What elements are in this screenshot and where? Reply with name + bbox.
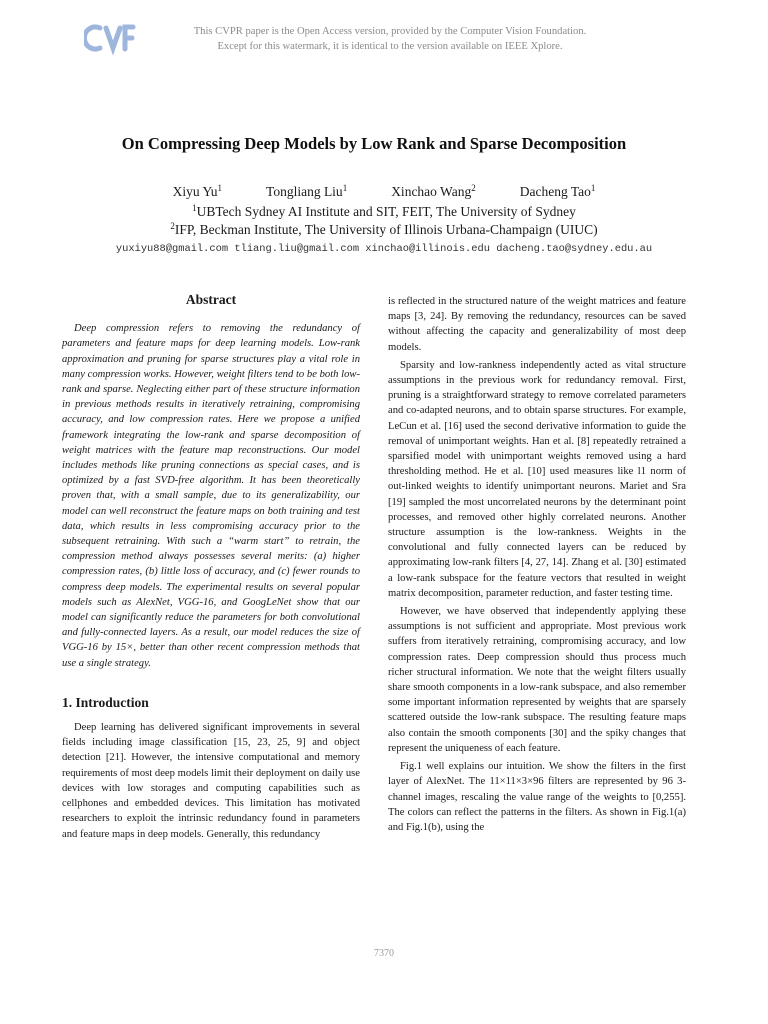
abstract-text: Deep compression refers to removing the redundancy of parameters and feature maps for deep learning models. Low-rank approximation and pruning for sparse structures play a vital role in many compression works. However, weight filters tend to be both low-rank and sparse. Neglecting either part of these structure information in previous methods results in iteratively retraining, compromising accuracy, and low compression rates. Here we propose a unified framework integrating the low-rank and sparse decomposition of weight matrices with the feature map reconstructions. Our model includes methods like pruning connections as special cases, and is optimized by a fast SVD-free algorithm. It has been theoretically proven that, with a small sample, due to its generalizability, our model can well reconstruct the feature maps on both training and test data, which results in less compromising accuracy prior to the subsequent retraining. With such a “warm start” to retrain, the compression method always possesses several merits: (a) higher compression rates, (b) little loss of accuracy, and (c) fewer rounds to compress deep models. The experimental results on several popular models such as AlexNet, VGG-16, and GoogLeNet show that our model can significantly reduce the parameters for both convolutional and fully-connected layers. As a result, our model reduces the size of VGG-16 by 15×, better than other recent compression methods that use a single strategy. [62,323,360,669]
intro-paragraph: Deep learning has delivered significant improvements in several fields including image classification [15, 23, 25, 9] and object detection [21]. However, the intensive computational and memory requirements of most deep models limit their deployment on daily use devices with low storages and computing capabilities such as cellphones and embedded devices. This limitation has motivated researchers to exploit the intrinsic redundancy found in parameters and feature maps in deep models. Generally, this redundancy [62,722,360,840]
watermark-line-2: Except for this watermark, it is identical to the version available on IEEE Xplore. [217,41,563,52]
left-column [62,292,360,845]
right-column [388,294,686,838]
cvf-logo [84,20,136,56]
body-paragraph: However, we have observed that independently applying these assumptions is not sufficient and appropriate. Most previous work suffers from iteratively retraining, compromising accuracy, and low compression rates. Deep compression should thus process much richer structural information. We note that the weight filters usually share smooth components in a low-rank subspace, and also remember some important information represented by weights that are sparsely scattered outside the low-rank subspace. The resulting feature maps also contain the smooth components [30] and the spiky changes that represent the uniqueness of each feature. [388,606,686,754]
affiliation-2: $^2$IFP, Beckman Institute, The University of Illinois Urbana-Champaign (UIUC) [170,221,598,237]
author-list [0,184,768,200]
author: Tongliang Liu$^1$ [266,183,348,199]
body-paragraph: is reflected in the structured nature of the weight matrices and feature maps [3, 24]. By removing the redundancy, resources can be saved without affecting the capacity and generalizability of most deep models. [388,296,686,353]
affiliation-1: $^1$UBTech Sydney AI Institute and SIT, FEIT, The University of Sydney [192,203,576,219]
author: Dacheng Tao$^1$ [519,183,596,199]
body-paragraph: Fig.1 well explains our intuition. We show the filters in the first layer of AlexNet. The 11×11×3×96 filters are represented by 96 3-channel images, rescaling the value range of the weights to [0,255]. The colors can reflect the patterns in the filters. As shown in Fig.1(a) and Fig.1(b), using the [388,761,686,833]
introduction-heading: 1. Introduction [62,694,149,710]
author: Xiyu Yu$^1$ [172,183,223,199]
paper-title: On Compressing Deep Models by Low Rank and Sparse Decomposition [121,134,627,153]
body-paragraph: Sparsity and low-rankness independently acted as vital structure assumptions in the previous work for redundancy removal. First, pruning is a straightforward strategy to remove correlated parameters and co-adapted neurons, and to obtain sparse structures. For example, LeCun et al. [16] used the second derivative information to guide the removal of unimportant weights. Han et al. [8] repeatedly retrained a sparsified model with unimportant weights removed using a hard thresholding method. He et al. [10] used measures like l1 norm of out-linked weights to identify unimportant neurons. Mariet and Sra [19] sampled the most uncorrelated neurons by the determinant point processes, and removed other highly correlated neurons. Another structure assumption is the low-rankness. Weights in the convolutional and fully connected layers can be reduced by approximating low-rank filters [4, 27, 14]. Zhang et al. [30] estimated a low-rank subspace for the feature vectors that resulted in weight matrix decomposition, parameter reduction, and faster testing time. [388,359,686,599]
abstract-heading: Abstract [185,292,237,307]
author: Xinchao Wang$^2$ [391,183,476,199]
page-number: 7370 [374,948,394,959]
watermark-line-1: This CVPR paper is the Open Access version, provided by the Computer Vision Foundation. [193,26,587,37]
author-emails: yuxiyu88@gmail.com tliang.liu@gmail.com xinchao@illinois.edu dacheng.tao@sydney.edu.au [115,243,653,255]
open-access-watermark [150,24,630,54]
